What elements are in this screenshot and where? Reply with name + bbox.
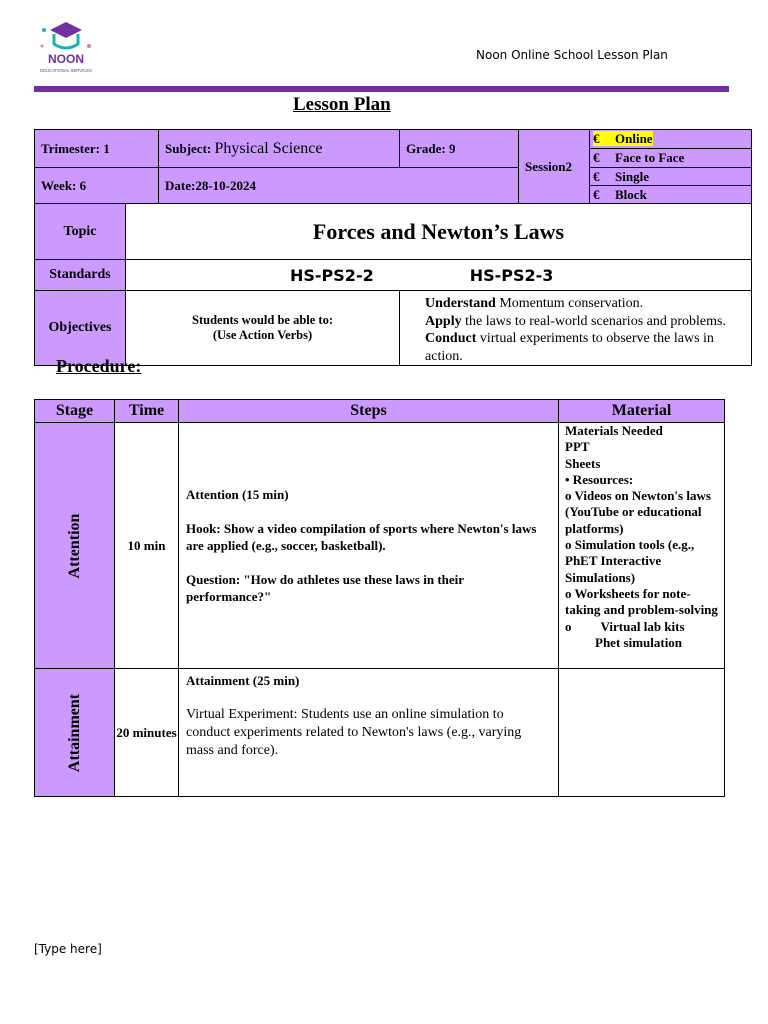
material-item: Materials Needed bbox=[565, 423, 663, 438]
standard-1: HS-PS2-2 bbox=[290, 265, 374, 285]
standards-value-cell bbox=[126, 260, 752, 291]
lesson-info-table bbox=[34, 129, 752, 366]
standards-label: Standards bbox=[49, 267, 111, 282]
footer-placeholder: [Type here] bbox=[34, 942, 102, 956]
topic-label-cell bbox=[35, 204, 126, 260]
option-single[interactable] bbox=[590, 168, 752, 186]
time-value: 10 min bbox=[127, 537, 166, 553]
objective-item: Apply the laws to real-world scenarios and problems. bbox=[425, 313, 726, 329]
steps-experiment: Virtual Experiment: Students use an online simulation to conduct experiments related to Newton's laws (e.g., varying mass and force). bbox=[186, 707, 522, 758]
stage-header: Stage bbox=[35, 400, 115, 423]
material-item: o Virtual lab kits bbox=[565, 618, 685, 634]
material-item: PPT bbox=[565, 439, 590, 455]
time-cell bbox=[115, 669, 179, 797]
option-label: Online bbox=[615, 131, 653, 146]
option-label: Block bbox=[615, 186, 647, 202]
session-cell bbox=[519, 130, 590, 204]
checkbox-icon: € bbox=[593, 186, 600, 202]
material-item: o Worksheets for note-taking and problem-solving bbox=[565, 585, 718, 618]
procedure-table bbox=[34, 399, 725, 797]
objectives-list-cell bbox=[400, 291, 752, 366]
material-header: Material bbox=[559, 400, 725, 423]
time-value: 20 minutes bbox=[116, 725, 177, 740]
lesson-plan-title: Lesson Plan bbox=[293, 94, 391, 115]
checkbox-icon: € bbox=[593, 168, 600, 184]
steps-cell bbox=[179, 669, 559, 797]
svg-text:EDUCATIONAL SERVICES: EDUCATIONAL SERVICES bbox=[40, 68, 92, 73]
standards-label-cell bbox=[35, 260, 126, 291]
option-online[interactable] bbox=[590, 130, 752, 149]
noon-logo bbox=[34, 16, 98, 78]
option-face-to-face[interactable] bbox=[590, 149, 752, 168]
topic-value: Forces and Newton’s Laws bbox=[312, 218, 565, 244]
date-cell bbox=[159, 168, 519, 204]
steps-title: Attainment (25 min) bbox=[186, 673, 300, 688]
header-divider bbox=[34, 86, 729, 92]
option-block[interactable] bbox=[590, 186, 752, 204]
objectives-label: Objectives bbox=[48, 320, 112, 335]
table-row bbox=[35, 423, 725, 669]
objectives-intro-cell bbox=[126, 291, 400, 366]
session: Session2 bbox=[525, 158, 572, 174]
procedure-heading: Procedure: bbox=[56, 356, 142, 376]
checkbox-icon: € bbox=[593, 131, 600, 146]
time-cell bbox=[115, 423, 179, 669]
checkbox-icon: € bbox=[593, 150, 600, 165]
option-label: Single bbox=[615, 168, 649, 184]
time-header: Time bbox=[115, 400, 179, 423]
steps-header: Steps bbox=[179, 400, 559, 423]
trimester: Trimester: 1 bbox=[41, 140, 110, 156]
stage-attainment: Attainment bbox=[65, 693, 83, 772]
subject-value: Physical Science bbox=[214, 139, 323, 157]
objectives-label-cell bbox=[35, 291, 126, 366]
week-cell bbox=[35, 168, 159, 204]
option-label: Face to Face bbox=[615, 150, 685, 165]
table-row bbox=[35, 669, 725, 797]
material-item: o Videos on Newton's laws (YouTube or educational platforms) bbox=[565, 488, 711, 536]
grade-cell bbox=[400, 130, 519, 168]
topic-value-cell bbox=[126, 204, 752, 260]
subject-label: Subject: bbox=[165, 140, 212, 156]
topic-label: Topic bbox=[63, 223, 97, 239]
objective-item: Conduct virtual experiments to observe the laws in action. bbox=[425, 331, 714, 364]
steps-cell bbox=[179, 423, 559, 669]
svg-text:NOON: NOON bbox=[48, 52, 84, 66]
material-cell bbox=[559, 669, 725, 797]
week: Week: 6 bbox=[41, 177, 87, 193]
steps-hook: Hook: Show a video compilation of sports where Newton's laws are applied (e.g., soccer, basketball). bbox=[186, 521, 537, 553]
objectives-intro-line-2: (Use Action Verbs) bbox=[212, 328, 313, 342]
objectives-intro-line-1: Students would be able to: bbox=[192, 313, 333, 327]
stage-cell bbox=[35, 669, 115, 797]
stage-attention: Attention bbox=[65, 513, 83, 578]
date: Date:28-10-2024 bbox=[165, 177, 256, 193]
header-title: Noon Online School Lesson Plan bbox=[476, 48, 668, 62]
stage-cell bbox=[35, 423, 115, 669]
subject-cell bbox=[159, 130, 400, 168]
trimester-cell bbox=[35, 130, 159, 168]
material-item: Phet simulation bbox=[595, 634, 683, 650]
grade: Grade: 9 bbox=[406, 140, 456, 156]
steps-question: Question: "How do athletes use these laws in their performance?" bbox=[186, 572, 464, 604]
material-item: • Resources: bbox=[565, 471, 634, 487]
standard-2: HS-PS2-3 bbox=[469, 265, 554, 285]
objective-item: Understand Momentum conservation. bbox=[425, 296, 644, 311]
material-item: o Simulation tools (e.g., PhET Interactive Simulations) bbox=[565, 537, 695, 585]
material-item: Sheets bbox=[565, 455, 601, 471]
material-cell bbox=[559, 423, 725, 669]
steps-title: Attention (15 min) bbox=[186, 487, 289, 502]
